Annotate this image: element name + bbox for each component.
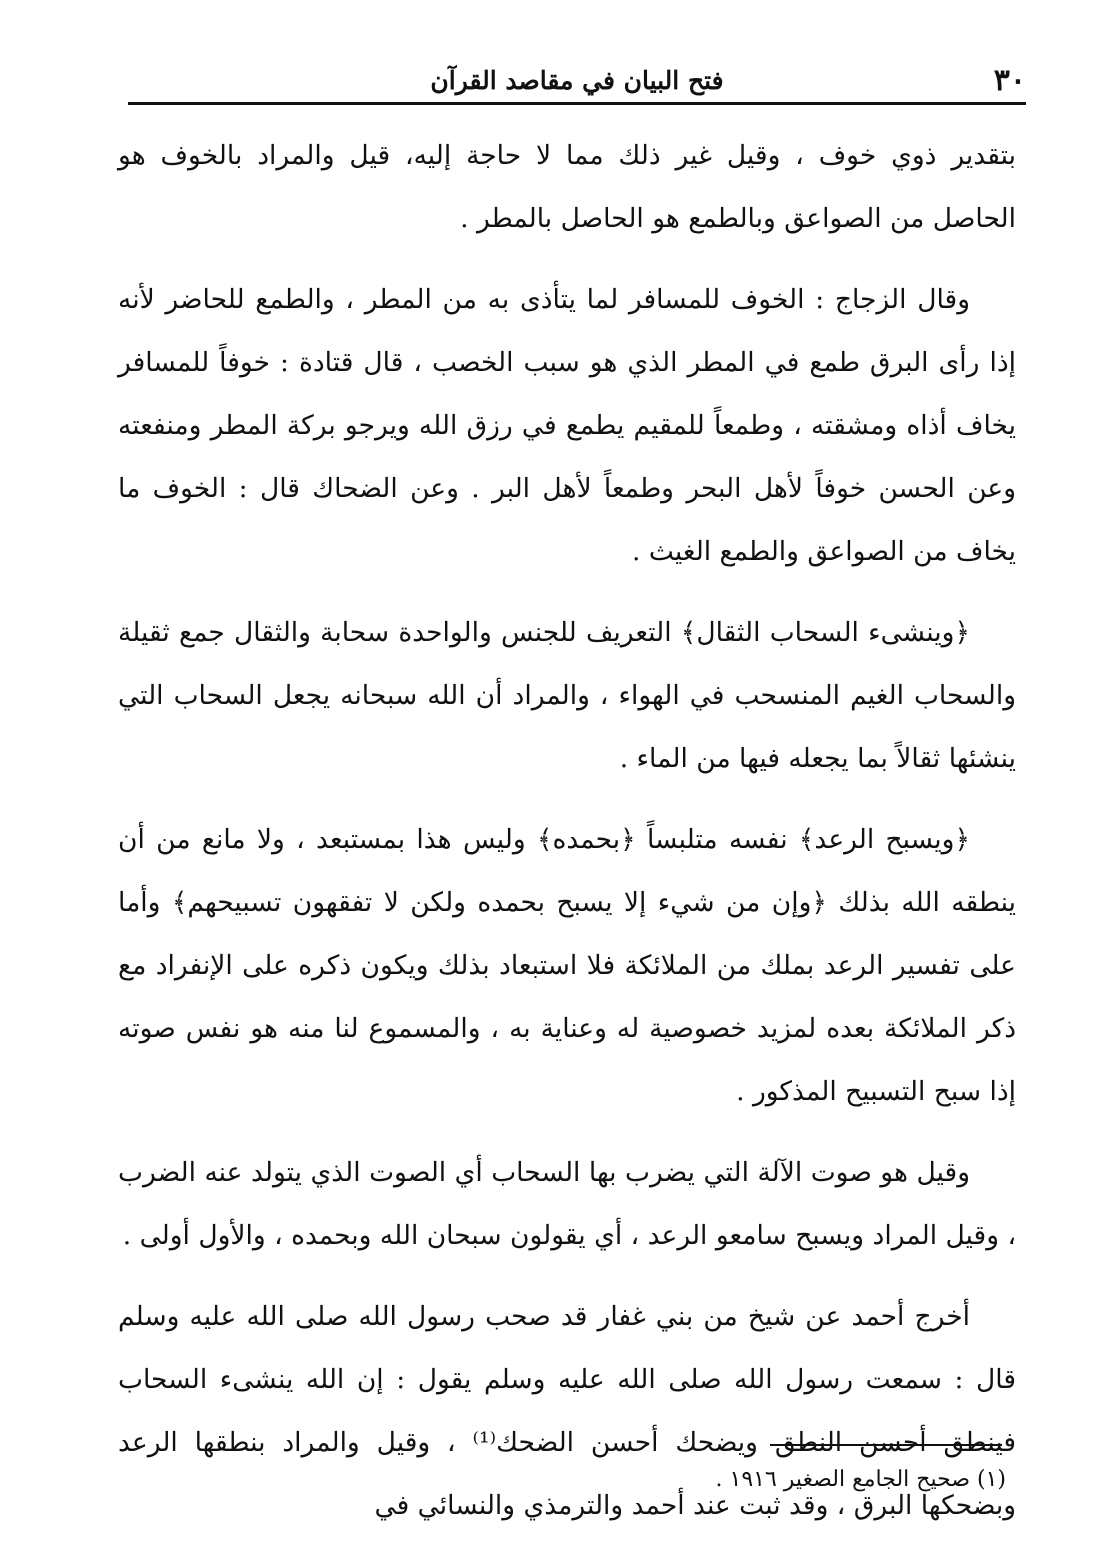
paragraph-1: بتقدير ذوي خوف ، وقيل غير ذلك مما لا حاجة إليه، قيل والمراد بالخوف هو الحاصل من الصواعق وبالطمع هو الحاصل بالمطر .	[118, 140, 1016, 234]
footnote-rule	[770, 1444, 1002, 1446]
footnote: (١) صحيح الجامع الصغير ١٩١٦ .	[715, 1467, 1006, 1492]
paragraph-3: ﴿وينشىء السحاب الثقال﴾ التعريف للجنس والواحدة سحابة والثقال جمع ثقيلة والسحاب الغيم المنسحب في الهواء ، والمراد أن الله سبحانه يجعل السحاب التي ينشئها ثقالاً بما يجعله فيها من الماء .	[118, 617, 1016, 774]
running-title: فتح البيان في مقاصد القرآن	[430, 66, 724, 95]
paragraph-6: أخرج أحمد عن شيخ من بني غفار قد صحب رسول الله صلى الله عليه وسلم قال : سمعت رسول الله صلى الله عليه وسلم يقول : إن الله ينشىء السحاب فينطق أحسن النطق ويضحك أحسن الضحك⁽¹⁾ ، وقيل والمراد بنطقها الرعد وبضحكها البرق ، وقد ثبت عند أحمد والترمذي والنسائي في	[118, 1301, 1017, 1521]
header-rule	[128, 102, 1026, 105]
page-number: ٣٠	[993, 63, 1026, 98]
paragraph-2: وقال الزجاج : الخوف للمسافر لما يتأذى به من المطر ، والطمع للحاضر لأنه إذا رأى البرق طمع في المطر الذي هو سبب الخصب ، قال قتادة : خوفاً للمسافر يخاف أذاه ومشقته ، وطمعاً للمقيم يطمع في رزق الله ويرجو بركة المطر ومنفعته وعن الحسن خوفاً لأهل البحر وطمعاً لأهل البر . وعن الضحاك قال : الخوف ما يخاف من الصواعق والطمع الغيث .	[118, 284, 1016, 567]
page-header	[128, 58, 1026, 98]
paragraph-5: وقيل هو صوت الآلة التي يضرب بها السحاب أي الصوت الذي يتولد عنه الضرب ، وقيل المراد ويسبح سامعو الرعد ، أي يقولون سبحان الله وبحمده ، والأول أولى .	[118, 1157, 1016, 1251]
paragraph-4: ﴿ويسبح الرعد﴾ نفسه متلبساً ﴿بحمده﴾ وليس هذا بمستبعد ، ولا مانع من أن ينطقه الله بذلك ﴿وإن من شيء إلا يسبح بحمده ولكن لا تفقهون تسبيحهم﴾ وأما على تفسير الرعد بملك من الملائكة فلا استبعاد بذلك ويكون ذكره على الإنفراد مع ذكر الملائكة بعده لمزيد خصوصية له وعناية به ، والمسموع لنا منه هو نفس صوته إذا سبح التسبيح المذكور .	[118, 824, 1016, 1107]
body-text	[118, 124, 1016, 1537]
